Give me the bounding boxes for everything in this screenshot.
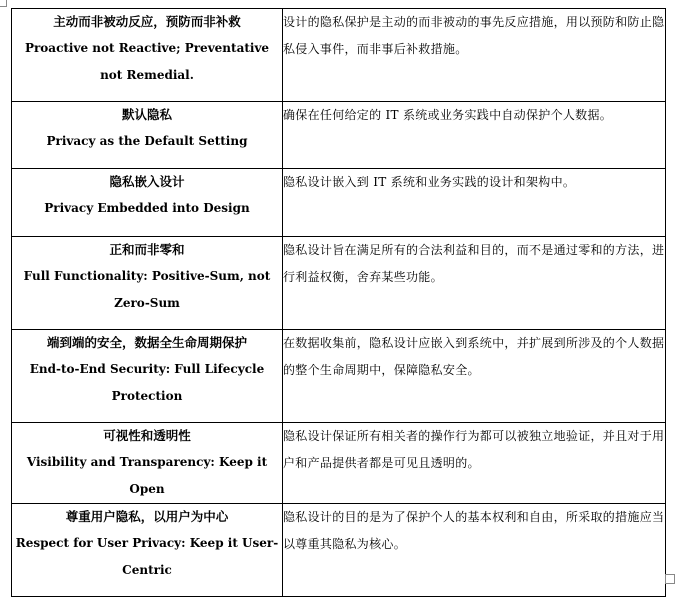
- principle-description-cell: [283, 330, 666, 423]
- page-corner-mark-bottom-right: [665, 574, 675, 584]
- principle-english-title: Privacy Embedded into Design: [44, 201, 250, 215]
- principle-description: 隐私设计旨在满足所有的合法利益和目的，而不是通过零和的方法，进行利益权衡，舍弃某些功能。: [283, 243, 665, 284]
- principle-chinese-title: 正和而非零和: [109, 242, 185, 257]
- table-row: [12, 330, 666, 423]
- principle-name-cell: [12, 504, 283, 597]
- principle-description: 设计的隐私保护是主动的而非被动的事先反应措施，用以预防和防止隐私侵入事件，而非事后补救措施。: [283, 15, 665, 56]
- table-row: [12, 423, 666, 504]
- principle-chinese-title: 主动而非被动反应，预防而非补救: [53, 14, 241, 29]
- principle-description: 隐私设计嵌入到 IT 系统和业务实践的设计和架构中。: [283, 175, 576, 189]
- principle-chinese-title: 尊重用户隐私，以用户为中心: [65, 509, 229, 524]
- principle-description: 确保在任何给定的 IT 系统或业务实践中自动保护个人数据。: [283, 108, 613, 122]
- principle-description-cell: [283, 9, 666, 102]
- principle-description-cell: [283, 169, 666, 237]
- privacy-by-design-principles-table: [11, 8, 666, 597]
- principle-description-cell: [283, 423, 666, 504]
- principle-name-cell: [12, 169, 283, 237]
- principle-description: 隐私设计的目的是为了保护个人的基本权利和自由，所采取的措施应当以尊重其隐私为核心。: [283, 510, 665, 551]
- principle-chinese-title: 隐私嵌入设计: [109, 174, 185, 189]
- principle-description-cell: [283, 504, 666, 597]
- principle-name-cell: [12, 102, 283, 169]
- table-row: [12, 237, 666, 330]
- table-row: [12, 9, 666, 102]
- table-row: [12, 504, 666, 597]
- principle-english-title: Privacy as the Default Setting: [46, 134, 248, 148]
- table-row: [12, 102, 666, 169]
- principle-chinese-title: 可视性和透明性: [103, 428, 191, 443]
- principle-english-title: Proactive not Reactive; Preventative not Remedial.: [24, 41, 270, 82]
- principle-name-cell: [12, 237, 283, 330]
- table-row: [12, 169, 666, 237]
- principle-description: 隐私设计保证所有相关者的操作行为都可以被独立地验证，并且对于用户和产品提供者都是可见且透明的。: [283, 429, 665, 470]
- page-corner-mark-top-left: [0, 0, 7, 7]
- principle-english-title: Visibility and Transparency: Keep it Open: [26, 455, 268, 496]
- principle-description-cell: [283, 237, 666, 330]
- principle-english-title: Full Functionality: Positive-Sum, not Zero-Sum: [23, 269, 271, 310]
- principle-chinese-title: 默认隐私: [121, 107, 172, 122]
- principle-description-cell: [283, 102, 666, 169]
- principle-english-title: Respect for User Privacy: Keep it User-Centric: [15, 536, 279, 577]
- principle-chinese-title: 端到端的安全，数据全生命周期保护: [46, 335, 247, 350]
- principle-description: 在数据收集前，隐私设计应嵌入到系统中，并扩展到所涉及的个人数据的整个生命周期中，保障隐私安全。: [283, 336, 665, 377]
- principle-english-title: End-to-End Security: Full Lifecycle Protection: [29, 362, 265, 403]
- principle-name-cell: [12, 423, 283, 504]
- principle-name-cell: [12, 330, 283, 423]
- principle-name-cell: [12, 9, 283, 102]
